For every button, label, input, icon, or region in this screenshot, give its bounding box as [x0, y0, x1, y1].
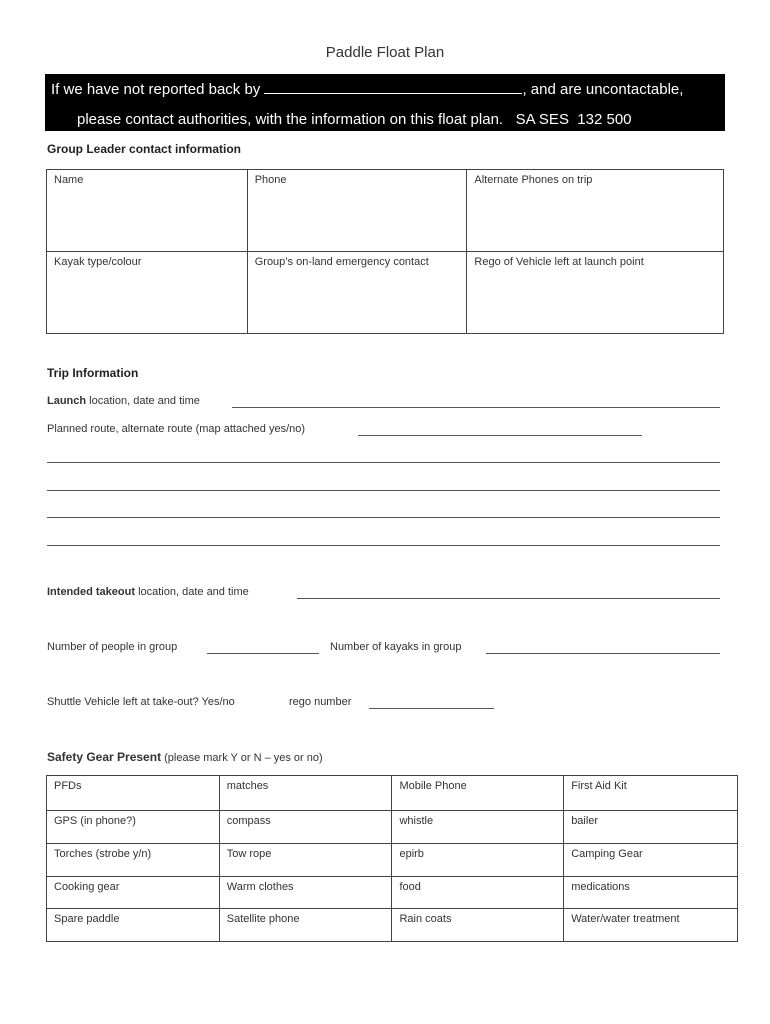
gear-cell[interactable]: whistle [392, 811, 564, 844]
notice-banner [45, 74, 725, 131]
launch-input-line[interactable] [232, 407, 720, 408]
kayak-type-cell[interactable]: Kayak type/colour [47, 252, 248, 334]
kayaks-label: Number of kayaks in group [330, 641, 462, 653]
gear-cell[interactable]: First Aid Kit [564, 776, 738, 811]
people-label: Number of people in group [47, 641, 178, 653]
group-leader-heading: Group Leader contact information [47, 142, 242, 156]
gear-cell[interactable]: Torches (strobe y/n) [47, 844, 220, 877]
banner-line-2: please contact authorities, with the information on this float plan. SA SES 132 500 [77, 111, 632, 128]
name-cell[interactable]: Name [47, 170, 248, 252]
group-leader-table [46, 169, 724, 334]
safety-heading-bold: Safety Gear Present [47, 750, 162, 764]
kayaks-input-line[interactable] [486, 653, 720, 654]
gear-cell[interactable]: GPS (in phone?) [47, 811, 220, 844]
report-back-time-blank[interactable] [264, 79, 522, 94]
emergency-contact-cell[interactable]: Group’s on-land emergency contact [247, 252, 467, 334]
banner-line-1-start: If we have not reported back by [51, 81, 265, 98]
gear-cell[interactable]: Spare paddle [47, 909, 220, 942]
vehicle-rego-cell[interactable]: Rego of Vehicle left at launch point [467, 252, 724, 334]
banner-line-1-end: , and are uncontactable, [522, 81, 684, 98]
route-line-2[interactable] [47, 490, 720, 491]
takeout-label-rest: location, date and time [135, 586, 249, 598]
route-line-4[interactable] [47, 545, 720, 546]
people-input-line[interactable] [207, 653, 319, 654]
page-title: Paddle Float Plan [325, 44, 445, 61]
gear-cell[interactable]: Rain coats [392, 909, 564, 942]
route-line-3[interactable] [47, 517, 720, 518]
gear-cell[interactable]: medications [564, 877, 738, 909]
launch-row [47, 395, 200, 407]
gear-cell[interactable]: Satellite phone [219, 909, 392, 942]
gear-cell[interactable]: epirb [392, 844, 564, 877]
takeout-row [47, 586, 249, 598]
rego-input-line[interactable] [369, 708, 494, 709]
gear-cell[interactable]: Tow rope [219, 844, 392, 877]
shuttle-label: Shuttle Vehicle left at take-out? Yes/no [47, 696, 235, 708]
gear-cell[interactable]: compass [219, 811, 392, 844]
planned-route-label: Planned route, alternate route (map attached yes/no) [47, 423, 306, 435]
gear-cell[interactable]: Camping Gear [564, 844, 738, 877]
gear-cell[interactable]: Cooking gear [47, 877, 220, 909]
safety-gear-table [46, 775, 738, 942]
safety-heading-note: (please mark Y or N – yes or no) [161, 752, 323, 764]
gear-cell[interactable]: food [392, 877, 564, 909]
alternate-phones-cell[interactable]: Alternate Phones on trip [467, 170, 724, 252]
launch-label-bold: Launch [47, 395, 87, 407]
gear-cell[interactable]: matches [219, 776, 392, 811]
route-line-1[interactable] [47, 462, 720, 463]
takeout-label-bold: Intended takeout [47, 586, 136, 598]
gear-cell[interactable]: Mobile Phone [392, 776, 564, 811]
gear-cell[interactable]: bailer [564, 811, 738, 844]
banner-line-1 [51, 79, 683, 98]
safety-gear-heading [47, 750, 323, 764]
phone-cell[interactable]: Phone [247, 170, 467, 252]
gear-cell[interactable]: PFDs [47, 776, 220, 811]
gear-cell[interactable]: Water/water treatment [564, 909, 738, 942]
takeout-input-line[interactable] [297, 598, 720, 599]
planned-route-input-line[interactable] [358, 435, 642, 436]
trip-information-heading: Trip Information [47, 366, 139, 380]
rego-label: rego number [289, 696, 352, 708]
gear-cell[interactable]: Warm clothes [219, 877, 392, 909]
launch-label-rest: location, date and time [86, 395, 200, 407]
